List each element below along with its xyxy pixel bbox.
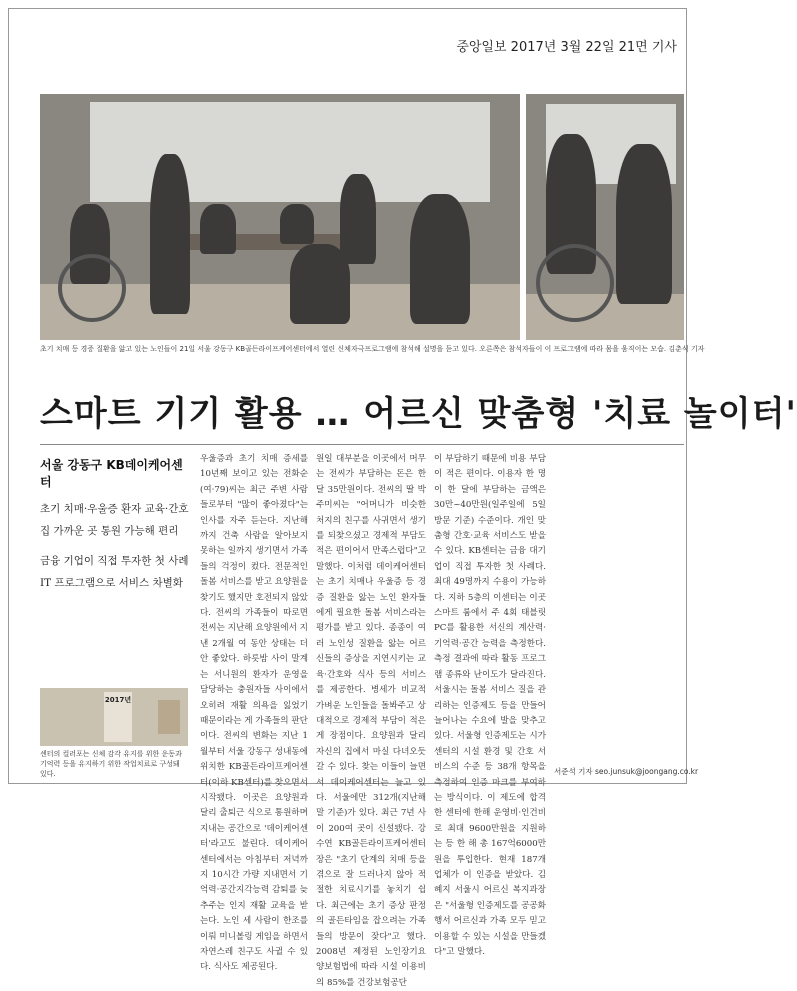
headline: 스마트 기기 활용 … 어르신 맞춤형 '치료 놀이터' [40,394,797,434]
subhead-line: IT 프로그램으로 서비스 차별화 [40,577,183,589]
toy-shape [158,700,180,734]
byline: 서준석 기자 seo.junsuk@joongang.co.kr [554,767,699,776]
calendar-text: 2017년 [104,696,132,704]
article-column-3: 이 부담하기 때문에 비용 부담이 적은 편이다. 이용자 한 명이 한 달에 부담하는 금액은 30만~40만원(일주일에 5일 방문 기준) 수준이다. 개인 맞춤형 간호·교육 서비스도 받을 수 있다. KB센터는 금융 대기업이 직접 투자한 첫 사례다. 최대 49명까지 수용이 가능하다. 지하 5층의 이센터는 이곳 스마트 룸에서 주 4회 태블릿 PC를 활용한 서신의 계산력·기억력·공간 능력을 측정한다. 측정 결과에 따라 활동 프로그램 종류와 난이도가 달라진다. 서울시는 돌봄 서비스 질을 관리하는 인증제도 등을 만들어 늘어나는 수요에 발을 맞추고 있다. 서울형 인증제도는 시가 센터의 시설 환경 및 간호 서비스의 수준 등 38개 항목을 측정하여 인증 마크를 부여하는 방식이다. 이 제도에 합격한 센터에 한해 운영비·인건비로 최대 9600만원을 지원하는 등 한 해 총 167억6000만원을 투입한다. 현재 187개 업체가 이 인증을 받았다. 김혜지 서울시 어르신 복지과장은 "서울형 인증제도를 공공화 행서 어르신과 가족 모두 믿고 이용할 수 있는 시설을 만들겠다"고 말했다. [434,454,546,957]
article-column-1: 우울증과 초기 치매 증세를 10년째 보이고 있는 전화순(여·79)씨는 최근 주변 사람들로부터 "많이 좋아졌다"는 인사를 자주 듣는다. 지난해까지 건축 사람을 알아보지 못하는 일까지 생기면서 가족들의 걱정이 컸다. 전문적인 돌봄 서비스를 받고 요양원을 찾기도 했지만 호전되지 않았다. 전씨의 가족들이 따로면 전씨는 지난해 요양원에서 지낸 2개월 여 동안 상태는 더 안 좋았다. 하릇밤 사이 말계는 서니원의 환자가 운영을 담당하는 충원자들 사이에서 오히려 재활 의욕을 잃었기 때문이라는 게 가족들의 판단이다. 전씨의 변화는 지난 1월부터 서울 강동구 성내동에 위치한 KB골든라이프케어센터(이하 KB센터)를 찾으면서 시작됐다. 이곳은 요양원과 달리 출퇴근 식으로 통원하며 지내는 공간으로 '데이케어센터'라고도 불린다. 데이케어센터에서는 아침부터 저녁까지 10시간 가량 지내면서 기억력·공간지각능력 감퇴를 늦추주는 인지 재활 교육을 받는다. 노인 세 사람이 한조를 이뤄 미니볼링 게임을 하면서 자연스레 친구도 사귈 수 있다. 식사도 제공된다. [200,454,308,973]
inset-image [40,688,188,746]
subhead-line: 집 가까운 곳 통원 가능해 편리 [40,525,179,537]
subhead-title: 서울 강동구 KB데이케어센터 [40,458,183,489]
inset-caption: 센터의 컬러포는 신체 감각 유지를 위한 운동과 기억력 등을 유지하기 위한 작업치료로 구성돼 있다. [40,750,182,778]
subhead-line: 초기 치매·우울증 환자 교육·간호 [40,503,189,515]
main-photo [40,94,520,340]
article-column-2: 원일 대부분을 이곳에서 머무는 전씨가 부담하는 돈은 한 달 35만원이다. 전씨의 딸 박주미씨는 "어머니가 비슷한 처지의 친구를 사귀면서 생기를 되찾으셨고 경제적 부담도 적은 편이어서 만족스럽다"고 말했다. 이처럼 데이케어센터는 초기 치매나 우울증 등 경증 질환을 앓는 노인 환자들에게 필요한 돌봄 서비스라는 평가를 받고 있다. 종종이 여러 노인성 질환을 앓는 어르신들의 증상을 지연시키는 교육·간호와 식사 등의 서비스를 제공한다. 병세가 비교적 가벼운 노인들을 돌봐주고 상대적으로 경제적 부담이 적은 게 장점이다. 요양원과 달리 자신의 집에서 마실 다녀오듯 갈 수 있다. 찾는 이들이 늘면서 데이케어센터는 늘고 있다. 서울에만 312개(지난해 말 기준)가 있다. 최근 7년 사이 200여 곳이 신설됐다. 강수연 KB골든라이프케어센터장은 "초기 단계의 치매 등을 겪으로 잘 드러나지 않아 적절한 치료시기를 놓치기 쉽다. 최근에는 초기 증상 판정의 골든타임을 잡으려는 가족들의 방문이 잦다"고 했다. 2008년 제정된 노인장기요양보험법에 따라 시설 이용비의 85%를 건강보험공단 [316,454,426,988]
calendar [104,692,132,742]
side-photo [526,94,684,340]
inset-photo [40,688,188,798]
headline-rule [40,444,684,445]
subheads [40,456,190,594]
subhead-line: 금융 기업이 직접 투자한 첫 사례 [40,555,189,567]
photo-caption: 초기 치매 등 경증 질환을 앓고 있는 노인들이 21일 서울 강동구 KB골든라이프케어센터에서 열린 신체자극프로그램에 참석해 설명을 듣고 있다. 오른쪽은 참석자들이 이 프로그램에 따라 몸을 움직이는 모습. 김춘식 기자 [40,345,705,353]
source-line: 중앙일보 2017년 3월 22일 21면 기사 [456,40,677,55]
